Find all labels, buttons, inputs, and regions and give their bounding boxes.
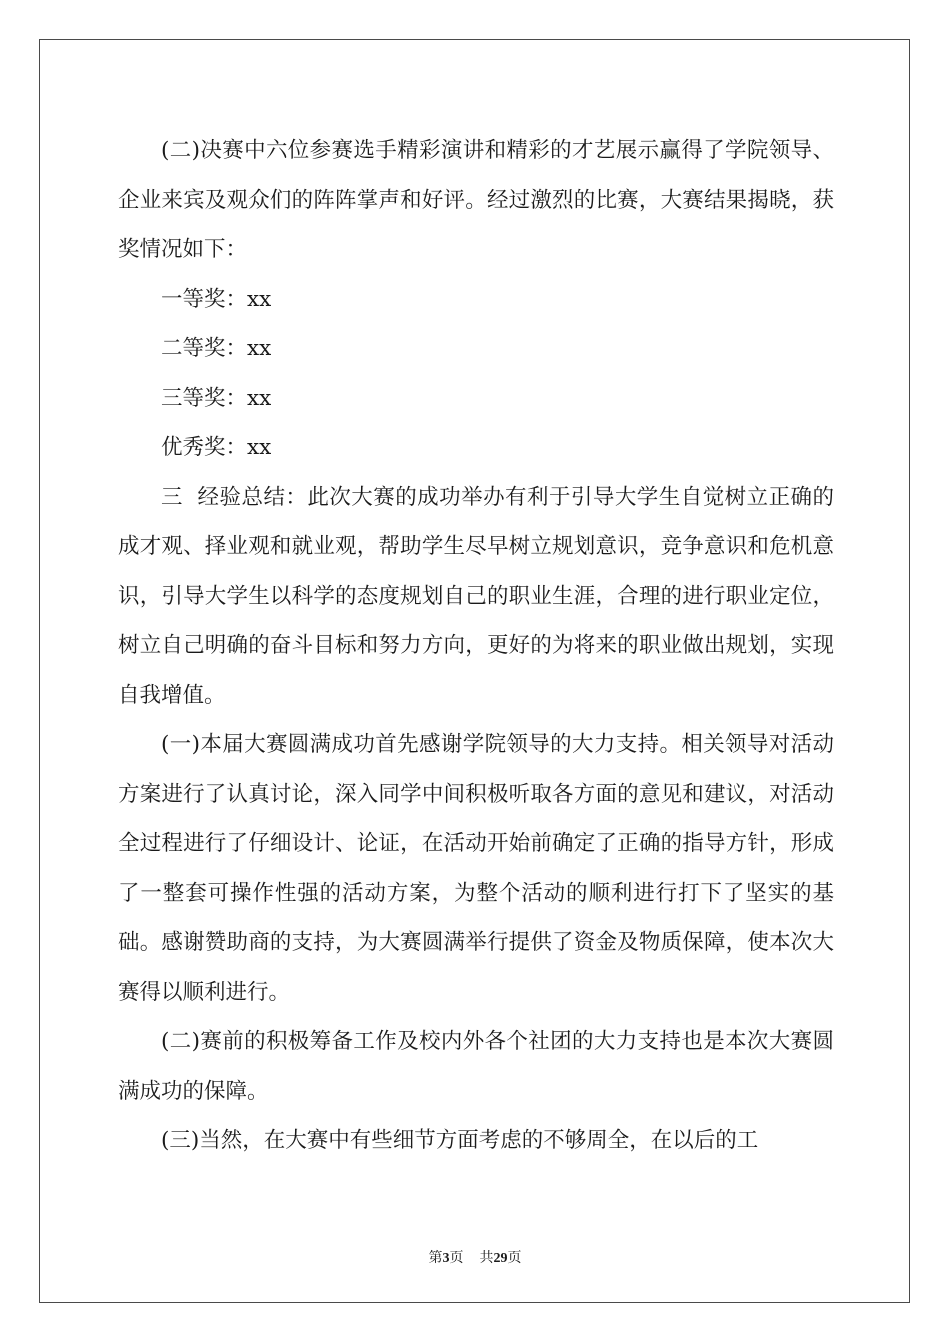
footer-total-suffix: 页: [507, 1251, 522, 1266]
footer-page-suffix: 页: [449, 1251, 464, 1266]
page-footer: [0, 1247, 950, 1267]
paragraph-finals-results: (二)决赛中六位参赛选手精彩演讲和精彩的才艺展示赢得了学院领导、企业来宾及观众们的阵阵掌声和好评。经过激烈的比赛，大赛结果揭晓，获奖情况如下：: [118, 138, 834, 262]
award-first-prize: 一等奖：xx: [161, 286, 272, 312]
paragraph-preparation: (二)赛前的积极筹备工作及校内外各个社团的大力支持也是本次大赛圆满成功的保障。: [118, 1029, 834, 1104]
footer-total-prefix: 共: [479, 1251, 494, 1266]
award-excellence-prize: 优秀奖：xx: [161, 435, 272, 460]
footer-total-pages: 29: [493, 1251, 508, 1266]
award-second-prize: 二等奖：xx: [161, 336, 272, 361]
footer-page-number: 3: [442, 1251, 450, 1266]
paragraph-experience-summary: 三 经验总结：此次大赛的成功举办有利于引导大学生自觉树立正确的成才观、择业观和就业观，帮助学生尽早树立规划意识，竞争意识和危机意识，引导大学生以科学的态度规划自己的职业生涯，合理的进行职业定位，树立自己明确的奋斗目标和努力方向，更好的为将来的职业做出规划，实现自我增值。: [118, 484, 834, 708]
award-third-prize: 三等奖：xx: [161, 385, 272, 411]
footer-page-prefix: 第: [428, 1251, 443, 1266]
document-body: [118, 126, 834, 1166]
paragraph-thanks-leadership: (一)本届大赛圆满成功首先感谢学院领导的大力支持。相关领导对活动方案进行了认真讨论，深入同学中间积极听取各方面的意见和建议，对活动全过程进行了仔细设计、论证，在活动开始前确定了正确的指导方针，形成了一整套可操作性强的活动方案，为整个活动的顺利进行打下了坚实的基础。感谢赞助商的支持，为大赛圆满举行提供了资金及物质保障，使本次大赛得以顺利进行。: [118, 732, 834, 1005]
paragraph-shortcomings: (三)当然，在大赛中有些细节方面考虑的不够周全，在以后的工: [161, 1128, 759, 1153]
